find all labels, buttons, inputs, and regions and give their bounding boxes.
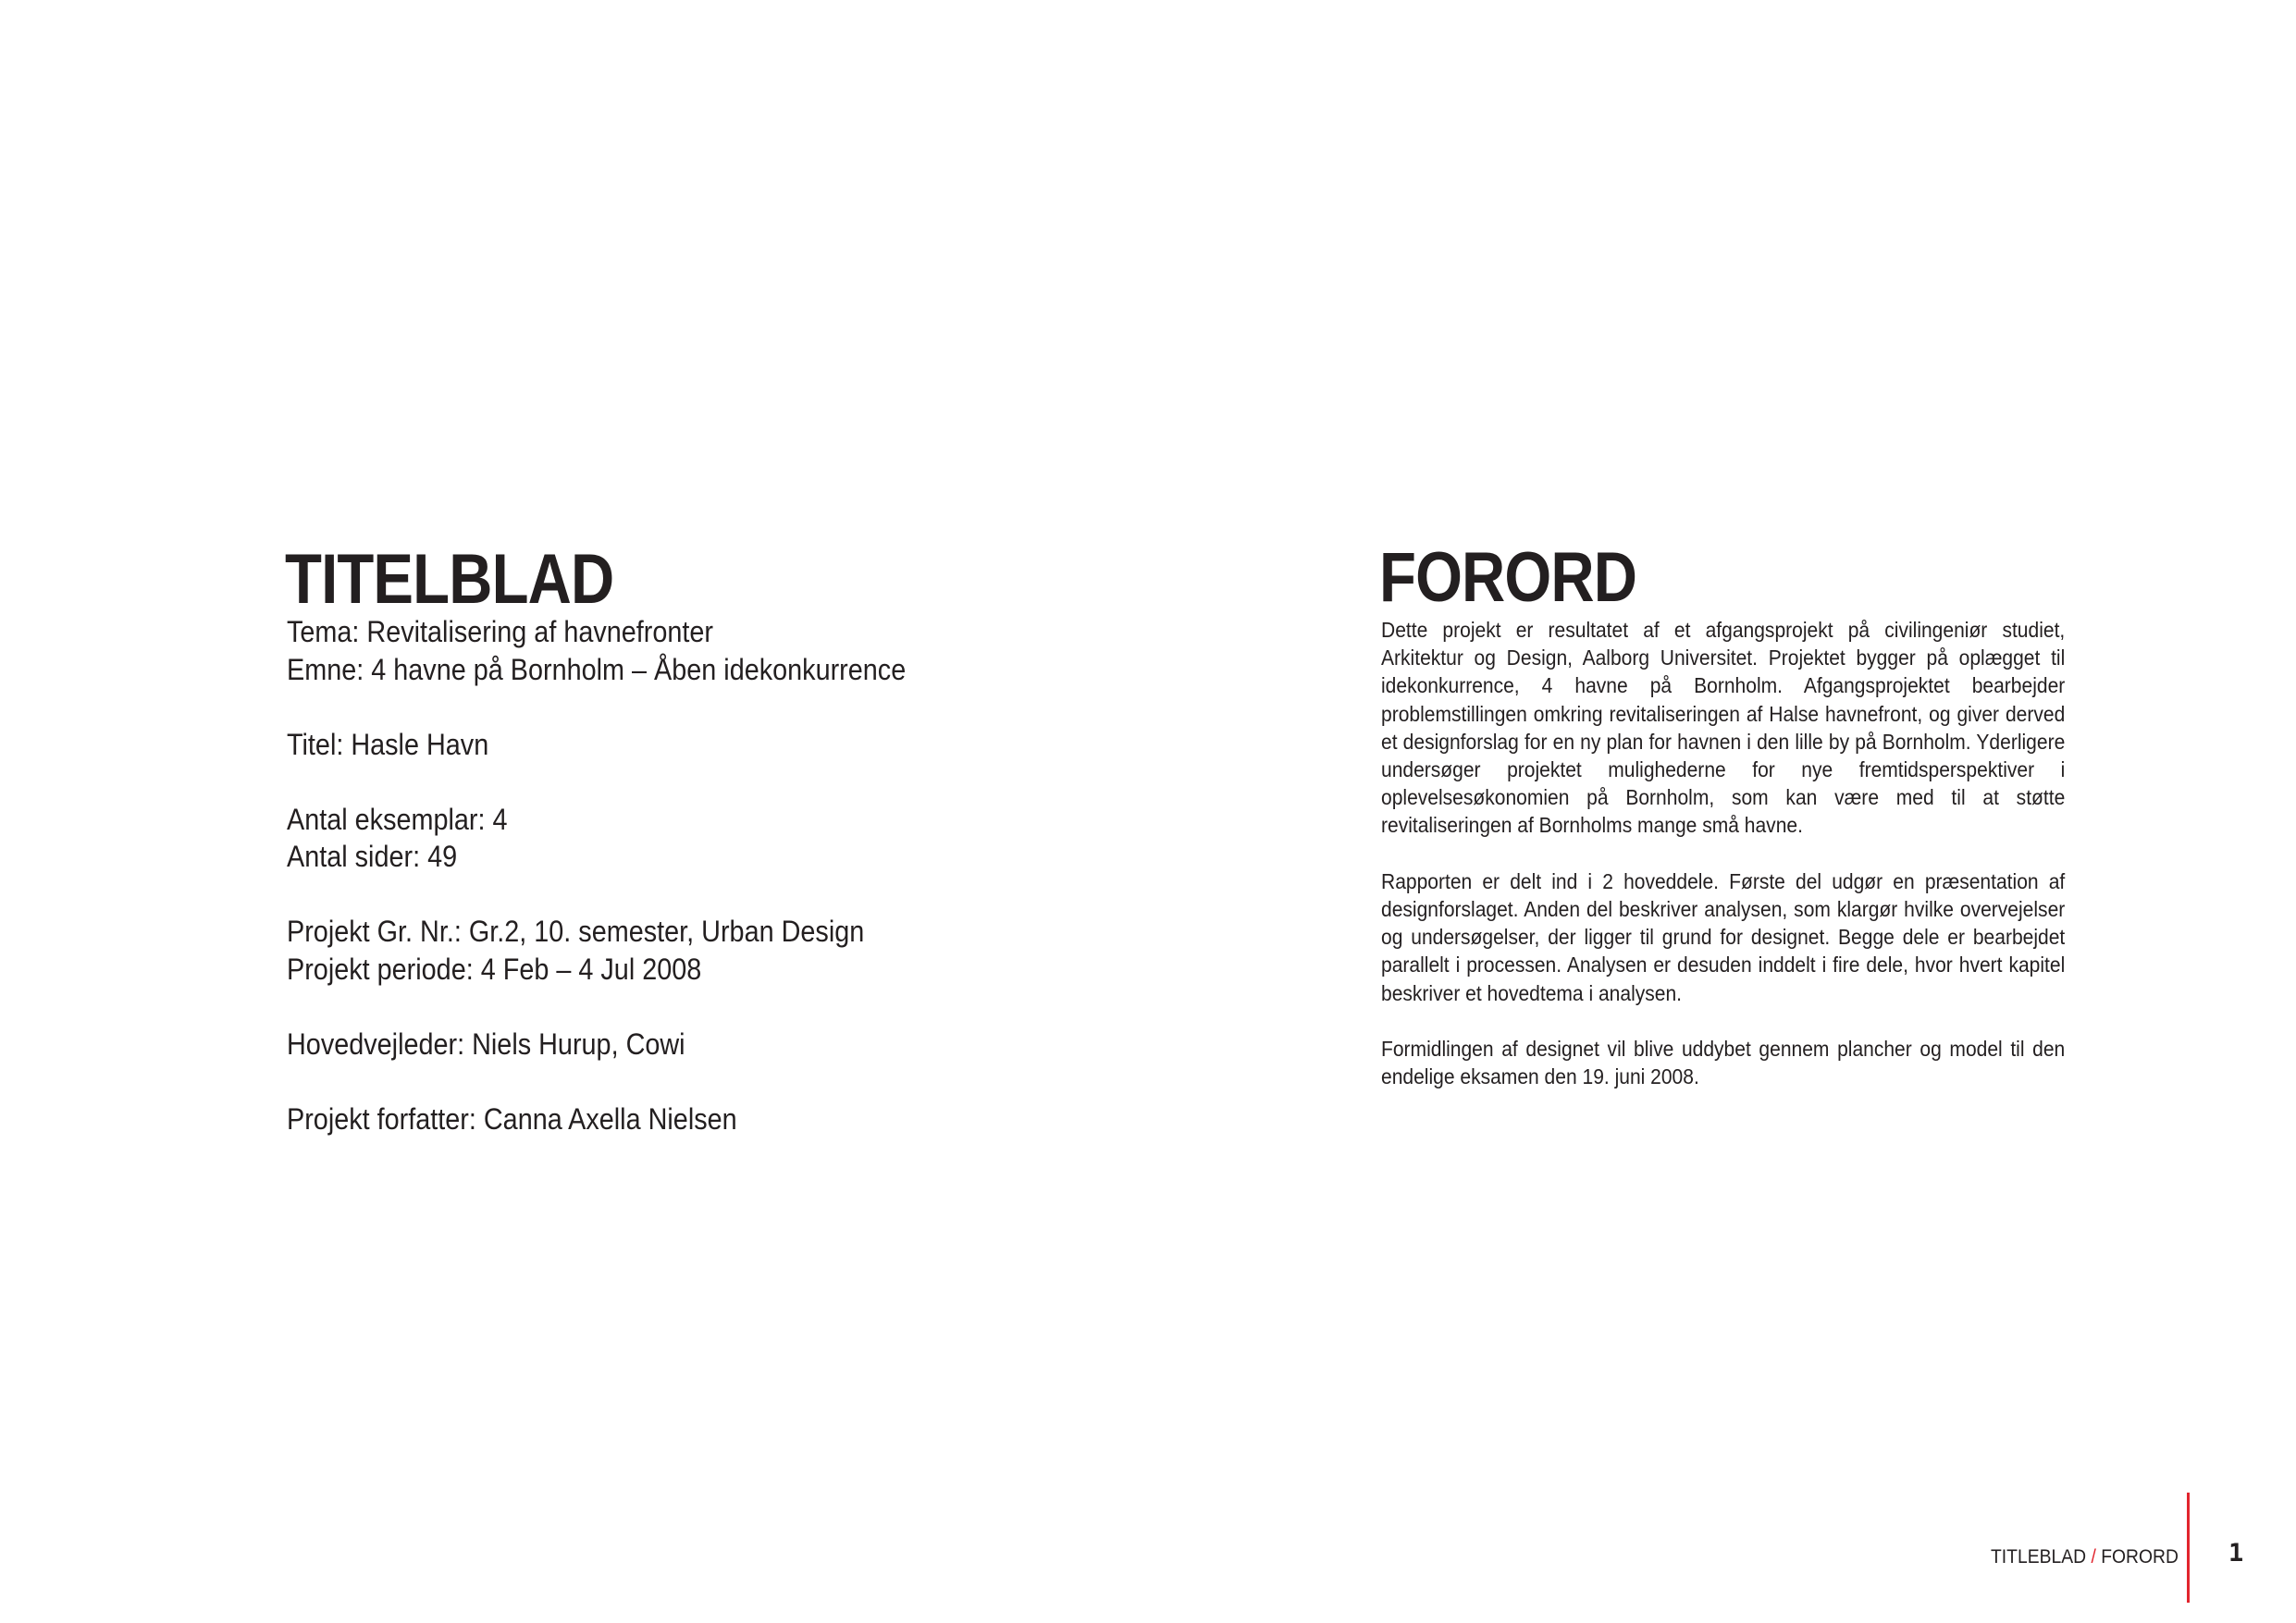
footer-separator: / xyxy=(2091,1546,2096,1568)
antal-sider-line: Antal sider: 49 xyxy=(287,840,458,873)
titelblad-heading: TITELBLAD xyxy=(285,540,614,619)
footer-section-right: FORORD xyxy=(2101,1546,2179,1568)
forord-paragraph-1: Dette projekt er resultatet af et afgangsprojekt på civilingeniør studiet, Arkitektur og Design, Aalborg Universitet. Projektet bygger på oplægget til idekonkurrence, 4 havne på Bornholm. Afgangsprojektet bearbejder problemstillingen omkring revitaliseringen af Halse havnefront, og giver derved et designforslag for en ny plan for havnen i den lille by på Bornholm. Yderligere undersøger projektet mulighederne for nye fremtidsperspektiver i oplevelsesøkonomien på Bornholm, som kan være med til at støtte revitaliseringen af Bornholms mange små havne. xyxy=(1381,618,2066,838)
antal-eksemplar-line: Antal eksemplar: 4 xyxy=(287,802,508,836)
forord-body xyxy=(1381,616,2065,1119)
forord-heading: FORORD xyxy=(1379,538,1637,617)
forfatter-line: Projekt forfatter: Canna Axella Nielsen xyxy=(287,1101,737,1136)
footer-section-left: TITLEBLAD xyxy=(1991,1546,2087,1568)
tema-line: Tema: Revitalisering af havnefronter xyxy=(287,615,714,648)
projekt-gruppe-line: Projekt Gr. Nr.: Gr.2, 10. semester, Urban Design xyxy=(287,915,865,948)
hovedvejleder-line: Hovedvejleder: Niels Hurup, Cowi xyxy=(287,1027,685,1061)
page-number: 1 xyxy=(2228,1539,2244,1568)
projekt-periode-line: Projekt periode: 4 Feb – 4 Jul 2008 xyxy=(287,952,702,986)
footer-divider xyxy=(2187,1493,2190,1603)
titel-line: Titel: Hasle Havn xyxy=(287,727,489,761)
emne-line: Emne: 4 havne på Bornholm – Åben idekonkurrence xyxy=(287,652,907,686)
forord-paragraph-2: Rapporten er delt ind i 2 hoveddele. Første del udgør en præsentation af designforslaget. Anden del beskriver analysen, som klargør hvilke overvejelser og undersøgelser, der ligger til grund for designet. Begge dele er bearbejdet parallelt i processen. Analysen er desuden inddelt i fire dele, hvor hvert kapitel beskriver et hovedtema i analysen. xyxy=(1381,868,2066,1005)
footer-section-label xyxy=(1991,1546,2179,1568)
titelblad-details xyxy=(287,613,1036,1137)
forord-paragraph-3: Formidlingen af designet vil blive uddybet gennem plancher og model til den endelige eksamen den 19. juni 2008. xyxy=(1381,1037,2066,1089)
